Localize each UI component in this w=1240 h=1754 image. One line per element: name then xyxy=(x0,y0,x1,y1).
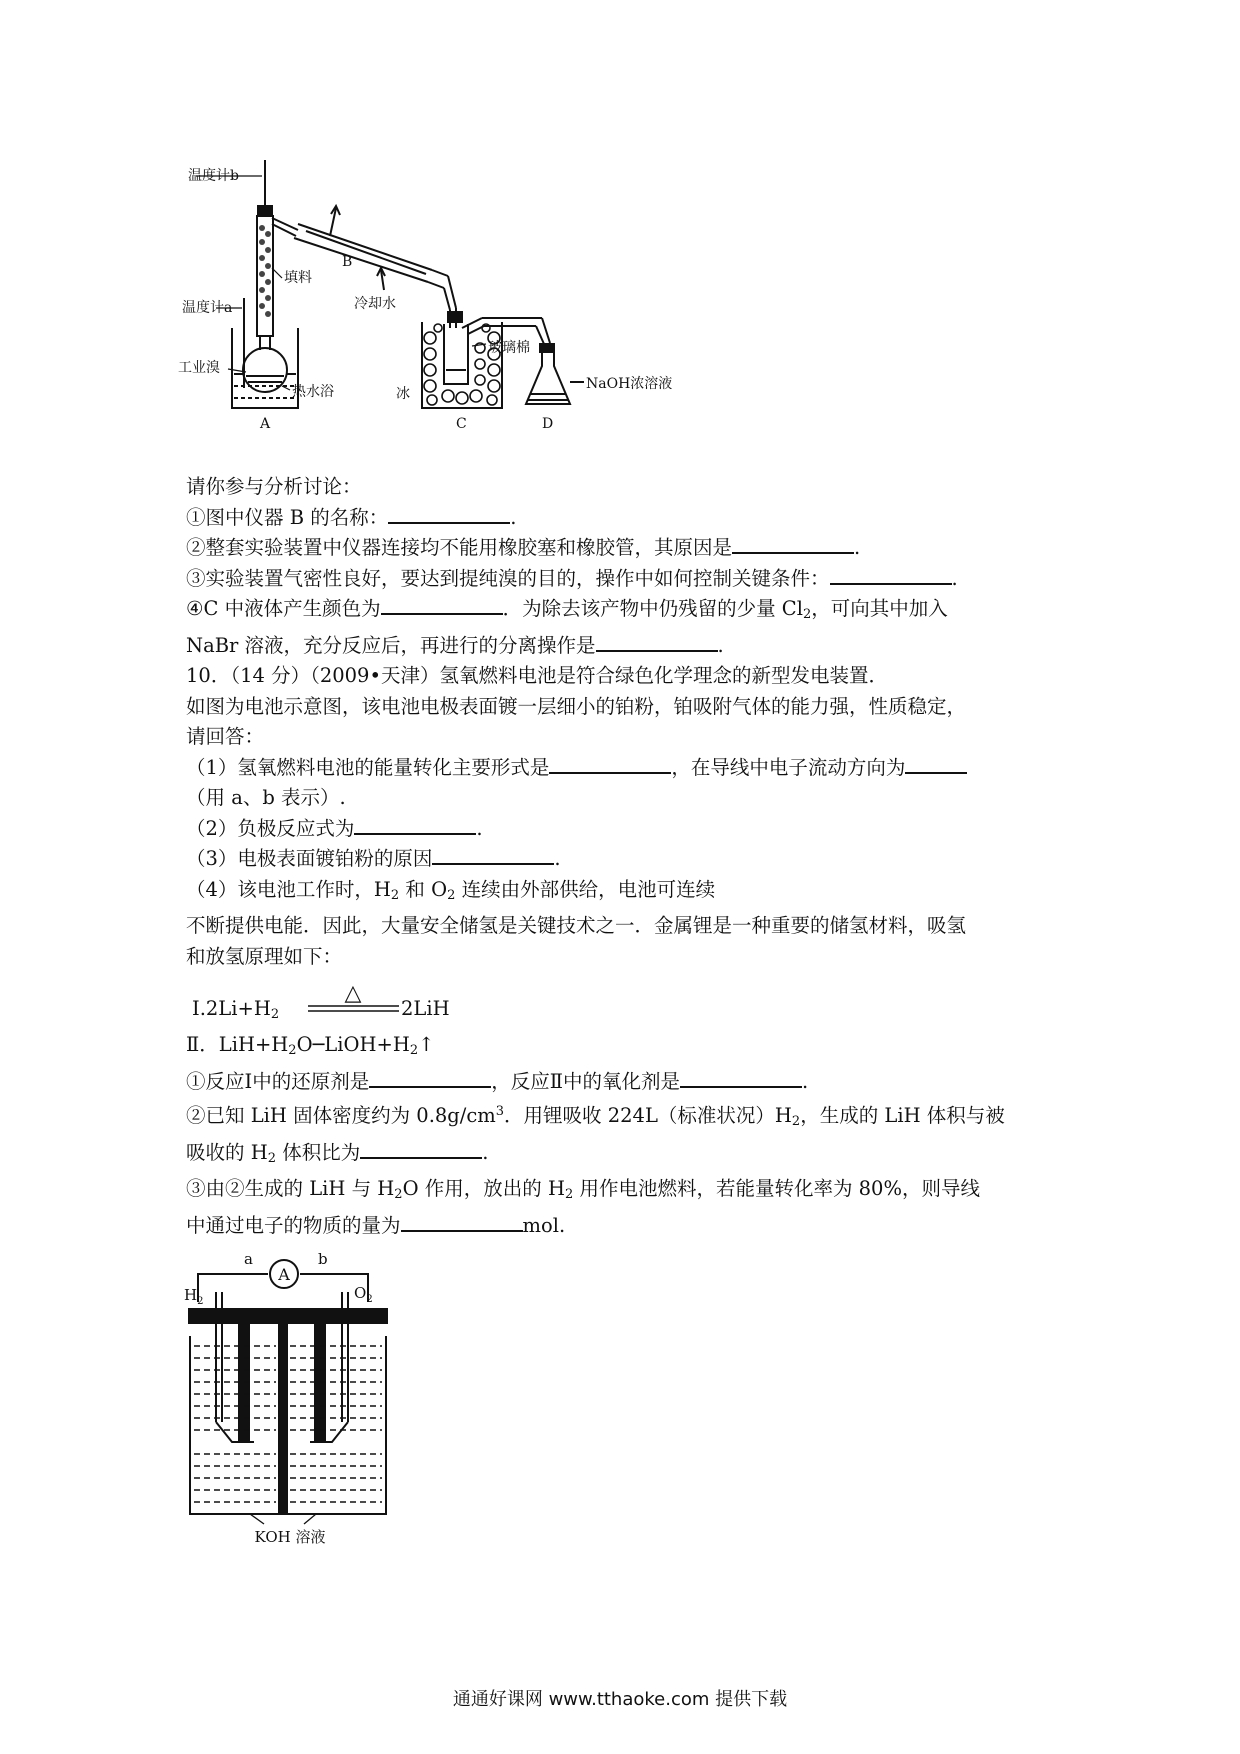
sub-question-2: ②已知 LiH 固体密度约为 $0.8g/cm^3$．用锂吸收 224L（标准状况）$H_2$，生成的 LiH 体积与被 xyxy=(186,1104,1005,1129)
q10-part-4-line2: 不断提供电能．因此，大量安全储氢是关键技术之一．金属锂是一种重要的储氢材料，吸氢 xyxy=(186,914,967,937)
reaction-condition-arrow xyxy=(306,980,401,1016)
label-koh-solution: KOH 溶液 xyxy=(254,1528,326,1546)
label-h2: $H_2$ xyxy=(184,1286,204,1307)
q10-part-4: （4）该电池工作时，$H_2$ 和 $O_2$ 连续由外部供给，电池可连续 xyxy=(186,877,716,903)
answer-blank[interactable] xyxy=(905,754,967,774)
answer-blank[interactable] xyxy=(381,595,503,615)
label-ice: 冰 xyxy=(396,386,410,402)
label-cooling-water: 冷却水 xyxy=(354,296,396,312)
label-packing: 填料 xyxy=(284,270,312,286)
label-a: A xyxy=(260,416,271,432)
ammeter-symbol: A xyxy=(278,1265,290,1284)
q10-line3: 请回答： xyxy=(186,725,265,748)
sub-question-3-cont: 中通过电子的物质的量为 mol. xyxy=(186,1213,566,1237)
answer-blank[interactable] xyxy=(432,845,554,865)
q10-part-1-cont: （用 a、b 表示）. xyxy=(186,786,346,809)
answer-blank[interactable] xyxy=(401,1212,523,1232)
answer-blank[interactable] xyxy=(369,1068,491,1088)
answer-blank[interactable] xyxy=(830,565,952,585)
label-hot-water-bath: 热水浴 xyxy=(292,384,334,400)
answer-blank[interactable] xyxy=(549,754,671,774)
q9-item-4: ④C 中液体产生颜色为 ．为除去该产物中仍残留的少量 $Cl_2$，可向其中加入 xyxy=(186,597,948,622)
q10-part-2: （2）负极反应式为 . xyxy=(186,816,483,840)
page-footer: 通通好课网 www.tthaoke.com 提供下载 xyxy=(452,1689,788,1710)
answer-blank[interactable] xyxy=(732,534,854,554)
q10-header: 10．（14 分）（2009•天津）氢氧燃料电池是符合绿色化学理念的新型发电装置． xyxy=(186,664,888,687)
q9-item-1: ①图中仪器 B 的名称： . xyxy=(186,505,517,529)
answer-blank[interactable] xyxy=(388,504,510,524)
q9-item-3: ③实验装置气密性良好，要达到提纯溴的目的，操作中如何控制关键条件： . xyxy=(186,566,958,590)
heat-symbol: △ xyxy=(344,981,362,1006)
label-naoh-solution: NaOH浓溶液 xyxy=(586,376,673,392)
sub-question-3: ③由②生成的 LiH 与 $H_2O$ 作用，放出的 $H_2$ 用作电池燃料，若能量转化率为 80%，则导线 xyxy=(186,1177,980,1202)
answer-blank[interactable] xyxy=(354,815,476,835)
label-condenser-b: B xyxy=(342,254,353,270)
answer-blank[interactable] xyxy=(596,632,718,652)
label-glass-wool: 玻璃棉 xyxy=(488,340,530,356)
label-c: C xyxy=(456,416,467,432)
q10-part-3: （3）电极表面镀铂粉的原因 . xyxy=(186,847,561,870)
answer-blank[interactable] xyxy=(360,1139,482,1159)
label-thermometer-a: 温度计a xyxy=(182,300,233,316)
label-industrial-bromine: 工业溴 xyxy=(178,360,220,376)
q10-line2: 如图为电池示意图，该电池电极表面镀一层细小的铂粉，铂吸附气体的能力强，性质稳定， xyxy=(186,694,967,718)
q9-item-2: ②整套实验装置中仪器连接均不能用橡胶塞和橡胶管，其原因是 . xyxy=(186,536,861,559)
q9-item-4-cont: NaBr 溶液，充分反应后，再进行的分离操作是 . xyxy=(186,633,724,657)
label-d: D xyxy=(542,416,554,432)
reaction-1: $Ⅰ.2Li+H_2$ △ 2LiH xyxy=(192,981,450,1022)
label-wire-b: b xyxy=(318,1250,328,1268)
label-o2: $O_2$ xyxy=(354,1284,373,1305)
label-wire-a: a xyxy=(244,1250,253,1268)
q10-part-4-line3: 和放氢原理如下： xyxy=(186,944,343,968)
sub-question-2-cont: 吸收的 $H_2$ 体积比为 . xyxy=(186,1140,489,1166)
reaction-2: Ⅱ．$LiH+H_2O─LiOH+H_2↑$ xyxy=(186,1033,435,1058)
answer-blank[interactable] xyxy=(680,1068,802,1088)
q10-part-1: （1）氢氧燃料电池的能量转化主要形式是 ，在导线中电子流动方向为 xyxy=(186,753,1066,784)
label-thermometer-b: 温度计b xyxy=(188,168,239,184)
question-text xyxy=(186,472,1066,1241)
sub-question-1: ①反应Ⅰ中的还原剂是 ，反应Ⅱ中的氧化剂是 . xyxy=(186,1069,809,1093)
fuel-cell-diagram xyxy=(184,1250,396,1546)
apparatus-diagram xyxy=(178,158,686,468)
q9-intro: 请你参与分析讨论： xyxy=(186,475,362,498)
